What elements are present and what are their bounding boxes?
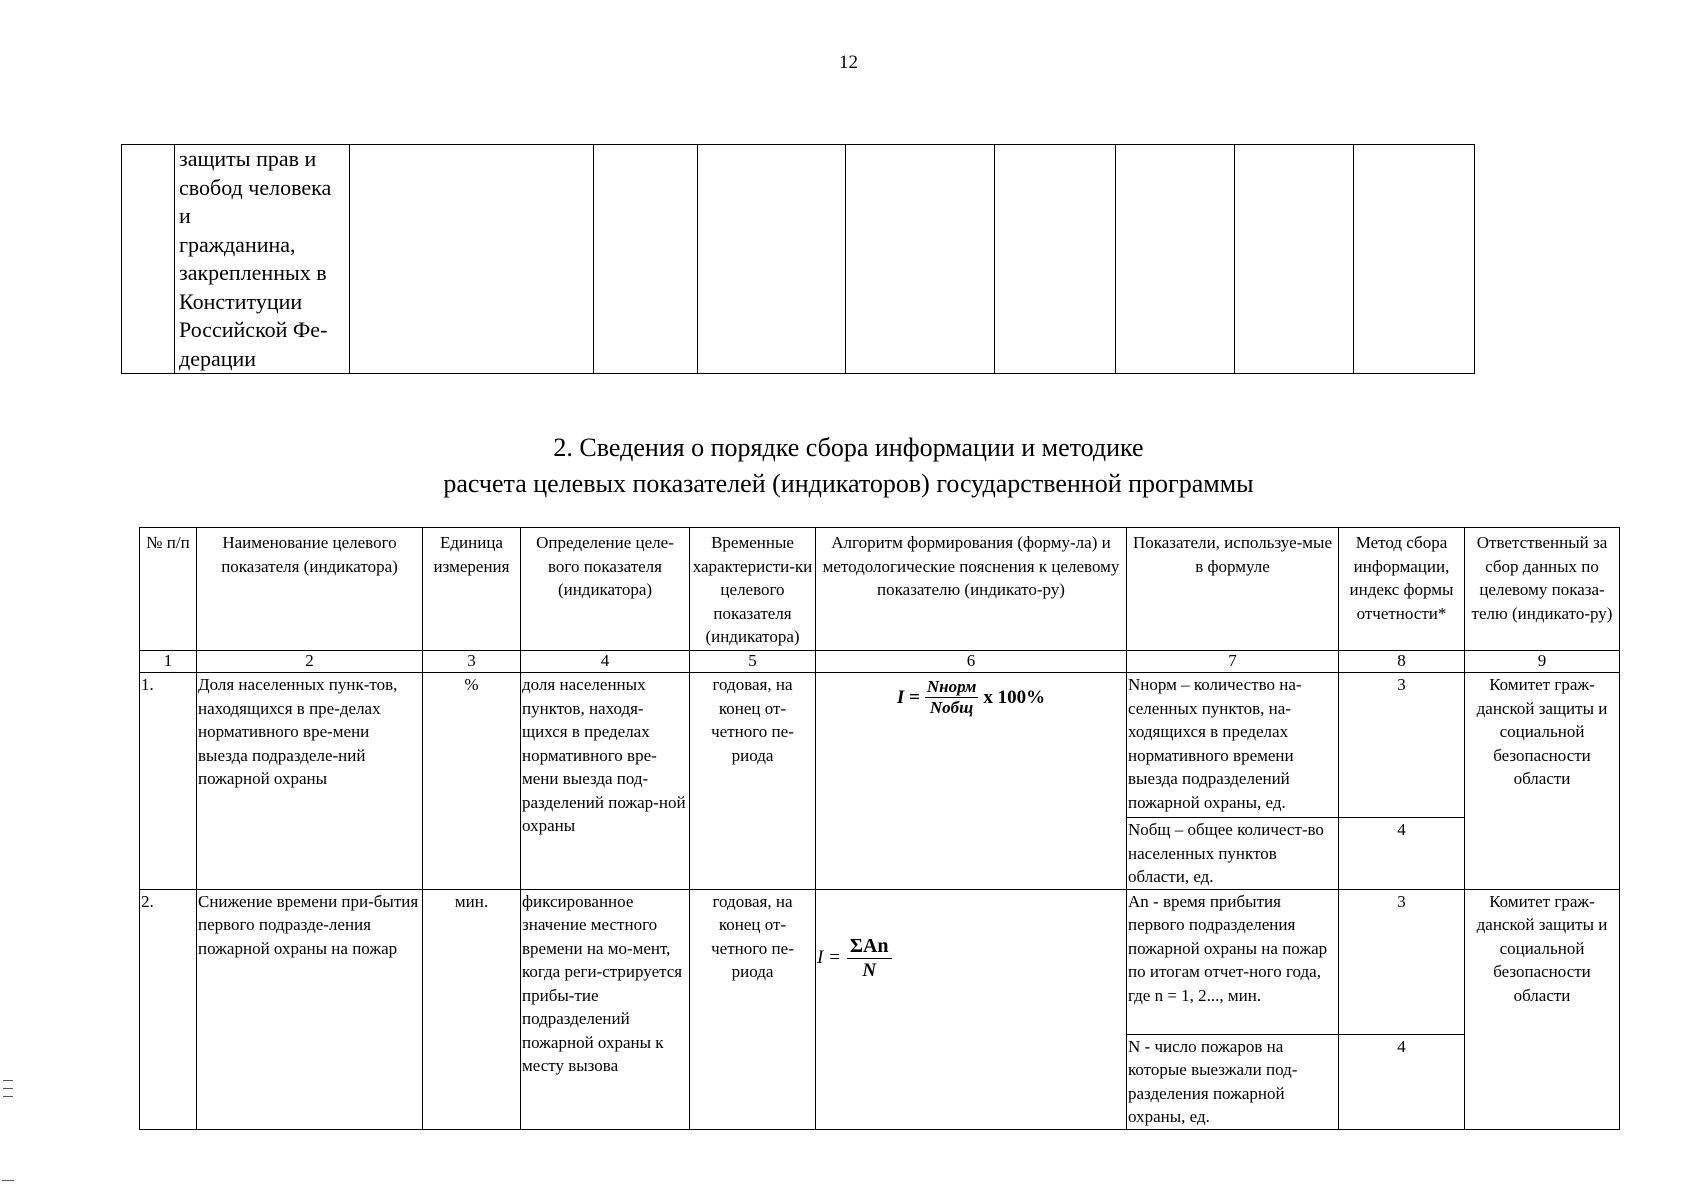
formula-indicator: Nобщ – общее количест-во населенных пунктов области, ед. [1127,818,1339,890]
text-line: и гражданина, [179,203,296,257]
text-line: дерации [179,345,257,371]
header-cell: Метод сбора информации, индекс формы отчетности* [1339,528,1465,651]
responsible: Комитет граж-данской защиты и социальной безопасности области [1465,673,1620,890]
table-row [122,145,1475,374]
margin-mark [3,1080,13,1081]
text-line: Конституции [179,288,303,314]
text-line: Российской Фе- [179,317,328,342]
column-number: 7 [1127,651,1339,673]
formula-indicator: Nнорм – количество на-селенных пунктов, на-ходящихся в пределах нормативного времени выезда подразделений пожарной охраны, ед. [1127,673,1339,818]
column-number: 1 [140,651,197,673]
continuation-text [175,145,349,373]
table-cell [350,145,594,374]
column-number: 6 [816,651,1127,673]
header-cell: Ответственный за сбор данных по целевому показа-телю (индикато-ру) [1465,528,1620,651]
collection-method: 4 [1339,1034,1465,1129]
formula-fraction [847,934,892,983]
section-title [0,430,1697,502]
column-number: 3 [423,651,521,673]
formula [897,677,1045,718]
table-cell [122,145,175,374]
header-cell: № п/п [140,528,197,651]
formula-indicator: N - число пожаров на которые выезжали под-разделения пожарной охраны, ед. [1127,1034,1339,1129]
table-cell [995,145,1116,374]
table-cell [594,145,698,374]
formula-cell [816,889,1127,1129]
column-number: 4 [521,651,690,673]
margin-mark [3,1088,13,1089]
responsible: Комитет граж-данской защиты и социальной безопасности области [1465,889,1620,1129]
text-line: свобод человека [179,174,332,200]
margin-mark [2,1180,14,1181]
column-number: 8 [1339,651,1465,673]
header-cell: Определение целе-вого показателя (индикатора) [521,528,690,651]
column-number-row [140,651,1620,673]
indicator-definition: фиксированное значение местного времени на мо-мент, когда реги-стрируется прибы-тие подразделений пожарной охраны к месту вызова [521,889,690,1129]
unit: мин. [423,889,521,1129]
text-line: защиты прав и [179,146,317,171]
column-number: 9 [1465,651,1620,673]
formula-fraction [925,677,979,718]
table-cell [175,145,350,374]
time-characteristics: годовая, на конец от-четного пе-риода [690,889,816,1129]
formula-numerator: Nнорм [926,677,977,696]
formula-indicator: An - время прибытия первого подразделения пожарной охраны на пожар по итогам отчет-ного года, где n = 1, 2..., мин. [1127,889,1339,1034]
header-row [140,528,1620,651]
indicator-name: Снижение времени при-бытия первого подразде-ления пожарной охраны на пожар [197,889,423,1129]
table-cell [846,145,995,374]
formula-denominator: N [862,959,877,981]
header-cell: Алгоритм формирования (форму-ла) и методологические пояснения к целевому показателю (индикато-ру) [816,528,1127,651]
indicator-name: Доля населенных пунк-тов, находящихся в пре-делах нормативного вре-мени выезда подразделе-ний пожарной охраны [197,673,423,890]
indicators-table [139,527,1620,1130]
column-number: 2 [197,651,423,673]
margin-mark [3,1096,13,1097]
formula-cell [816,673,1127,890]
row-number: 2. [140,889,197,1129]
formula-numerator: ΣAn [847,934,892,959]
table-row [140,889,1620,1034]
table-cell [1116,145,1235,374]
row-number: 1. [140,673,197,890]
formula-denominator: Nобщ [929,698,974,717]
section-title-line: расчета целевых показателей (индикаторов) государственной программы [443,469,1254,498]
page-number: 12 [839,52,858,73]
formula-suffix: x 100% [983,686,1046,708]
header-cell: Единица измерения [423,528,521,651]
text-line: закрепленных в [179,260,327,285]
formula [817,934,892,983]
collection-method: 3 [1339,673,1465,818]
formula-lhs: I = [896,686,920,708]
unit: % [423,673,521,890]
collection-method: 3 [1339,889,1465,1034]
table-row [140,673,1620,818]
continuation-table [121,144,1475,374]
collection-method: 4 [1339,818,1465,890]
table-cell [1354,145,1475,374]
header-cell: Наименование целевого показателя (индикатора) [197,528,423,651]
table-cell [698,145,846,374]
section-title-line: 2. Сведения о порядке сбора информации и методике [553,433,1144,462]
header-cell: Показатели, используе-мые в формуле [1127,528,1339,651]
column-number: 5 [690,651,816,673]
table-cell [1235,145,1354,374]
indicator-definition: доля населенных пунктов, находя-щихся в пределах нормативного вре-мени выезда под-разделений пожар-ной охраны [521,673,690,890]
formula-lhs: I = [817,947,841,969]
time-characteristics: годовая, на конец от-четного пе-риода [690,673,816,890]
header-cell: Временные характеристи-ки целевого показателя (индикатора) [690,528,816,651]
